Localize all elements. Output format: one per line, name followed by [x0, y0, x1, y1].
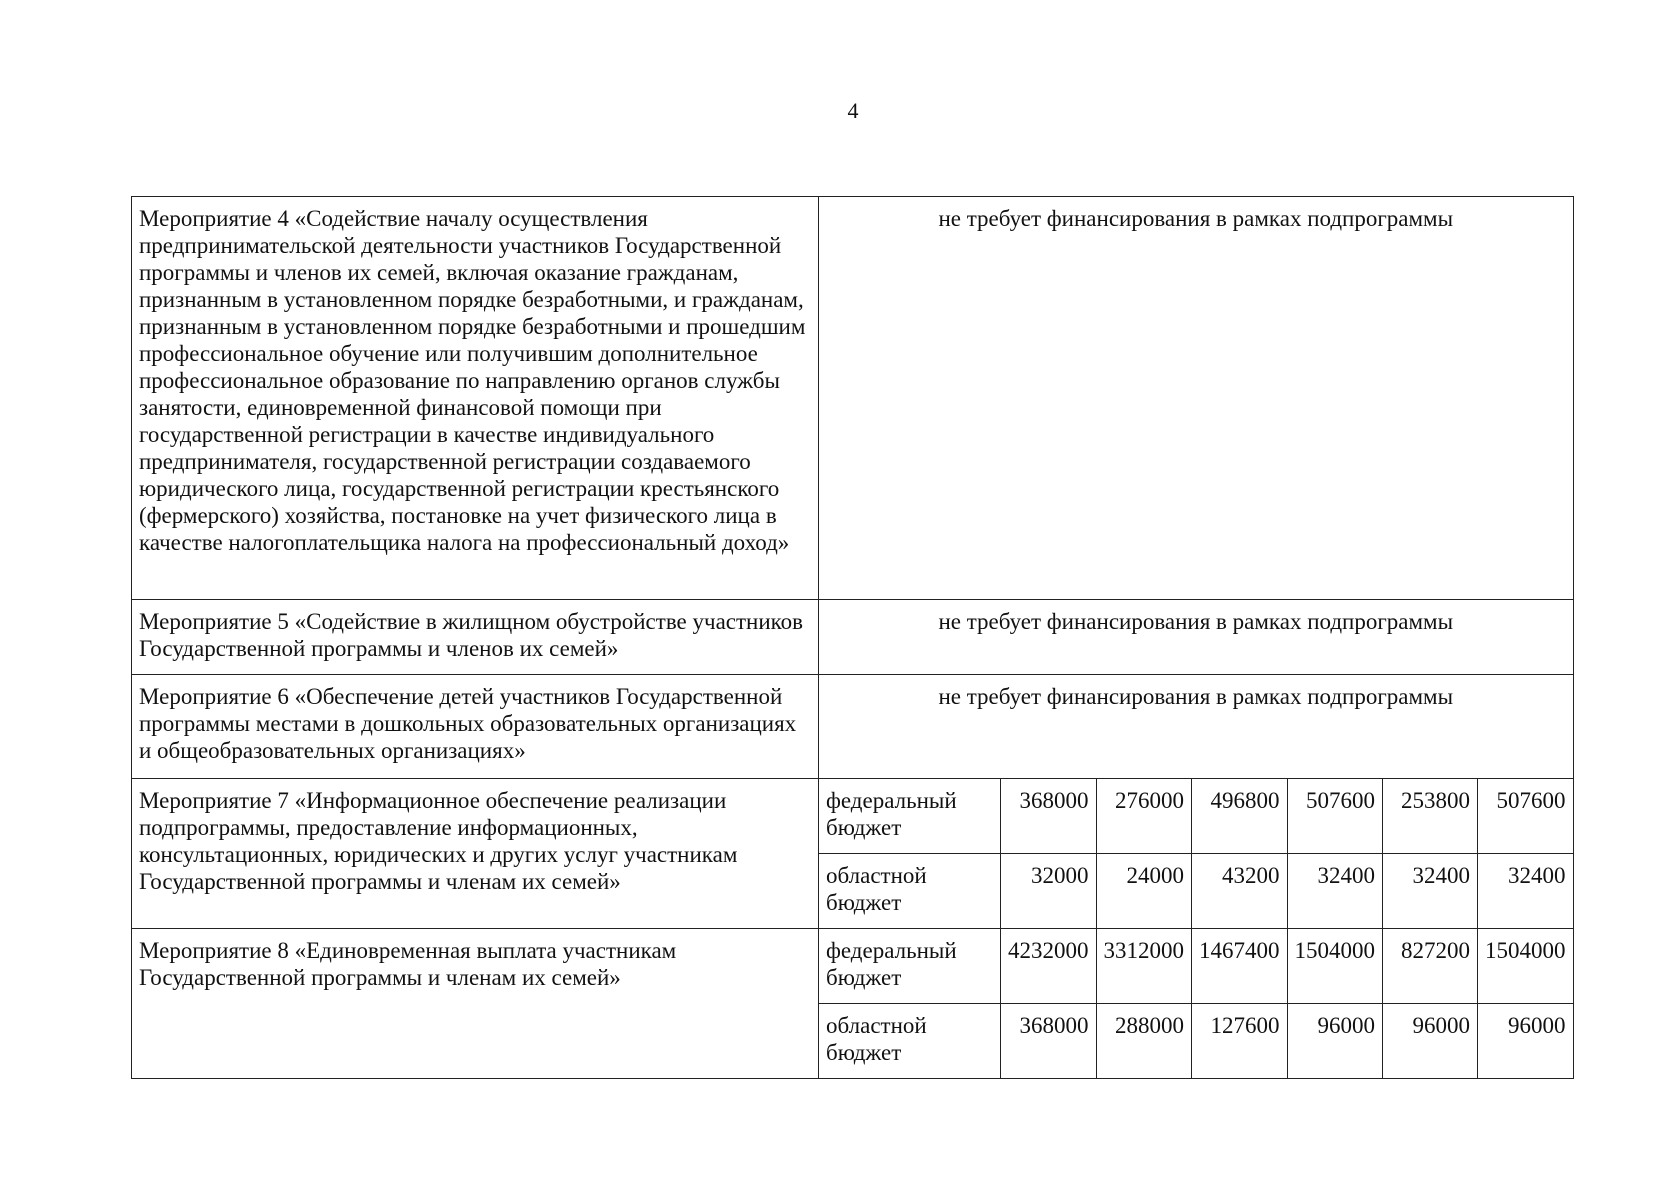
table-row [132, 779, 1574, 854]
funding-source-label: федеральный бюджет [819, 929, 1001, 1004]
amount-cell: 96000 [1287, 1004, 1383, 1079]
amount-cell: 1467400 [1192, 929, 1288, 1004]
activity-4-funding-note: не требует финансирования в рамках подпрограммы [819, 197, 1574, 600]
amount-cell: 368000 [1001, 779, 1097, 854]
amount-cell: 1504000 [1478, 929, 1574, 1004]
amount-cell: 96000 [1478, 1004, 1574, 1079]
amount-cell: 127600 [1192, 1004, 1288, 1079]
amount-cell: 32000 [1001, 854, 1097, 929]
amount-cell: 4232000 [1001, 929, 1097, 1004]
amount-cell: 1504000 [1287, 929, 1383, 1004]
amount-cell: 96000 [1383, 1004, 1478, 1079]
amount-cell: 827200 [1383, 929, 1478, 1004]
activity-6-funding-note: не требует финансирования в рамках подпрограммы [819, 675, 1574, 779]
amount-cell: 507600 [1478, 779, 1574, 854]
table-row [132, 929, 1574, 1004]
amount-cell: 507600 [1287, 779, 1383, 854]
amount-cell: 32400 [1287, 854, 1383, 929]
table-row [132, 197, 1574, 600]
amount-cell: 24000 [1096, 854, 1192, 929]
amount-cell: 496800 [1192, 779, 1288, 854]
activity-5-funding-note: не требует финансирования в рамках подпрограммы [819, 600, 1574, 675]
table-row [132, 675, 1574, 779]
amount-cell: 32400 [1383, 854, 1478, 929]
funding-source-label: областной бюджет [819, 1004, 1001, 1079]
amount-cell: 288000 [1096, 1004, 1192, 1079]
page-number: 4 [847, 98, 859, 123]
activity-4-description: Мероприятие 4 «Содействие началу осуществления предпринимательской деятельности участников Государственной программы и членов их семей, включая оказание гражданам, признанным в установленном порядке безработными, и гражданам, признанным в установленном порядке безработными и прошедшим профессиональное обучение или получившим дополнительное профессиональное образование по направлению органов службы занятости, единовременной финансовой помощи при государственной регистрации в качестве индивидуального предпринимателя, государственной регистрации создаваемого юридического лица, государственной регистрации крестьянского (фермерского) хозяйства, постановке на учет физического лица в качестве налогоплательщика налога на профессиональный доход» [132, 197, 819, 600]
amount-cell: 3312000 [1096, 929, 1192, 1004]
activity-6-description: Мероприятие 6 «Обеспечение детей участников Государственной программы местами в дошкольных образовательных организациях и общеобразовательных организациях» [132, 675, 819, 779]
activity-8-description: Мероприятие 8 «Единовременная выплата участникам Государственной программы и членам их семей» [132, 929, 819, 1079]
amount-cell: 43200 [1192, 854, 1288, 929]
amount-cell: 253800 [1383, 779, 1478, 854]
table-row [132, 600, 1574, 675]
activity-5-description: Мероприятие 5 «Содействие в жилищном обустройстве участников Государственной программы и членов их семей» [132, 600, 819, 675]
amount-cell: 368000 [1001, 1004, 1097, 1079]
funding-table [131, 196, 1574, 1079]
activity-7-description: Мероприятие 7 «Информационное обеспечение реализации подпрограммы, предоставление информационных, консультационных, юридических и других услуг участникам Государственной программы и членам их семей» [132, 779, 819, 929]
amount-cell: 32400 [1478, 854, 1574, 929]
amount-cell: 276000 [1096, 779, 1192, 854]
funding-source-label: федеральный бюджет [819, 779, 1001, 854]
funding-source-label: областной бюджет [819, 854, 1001, 929]
